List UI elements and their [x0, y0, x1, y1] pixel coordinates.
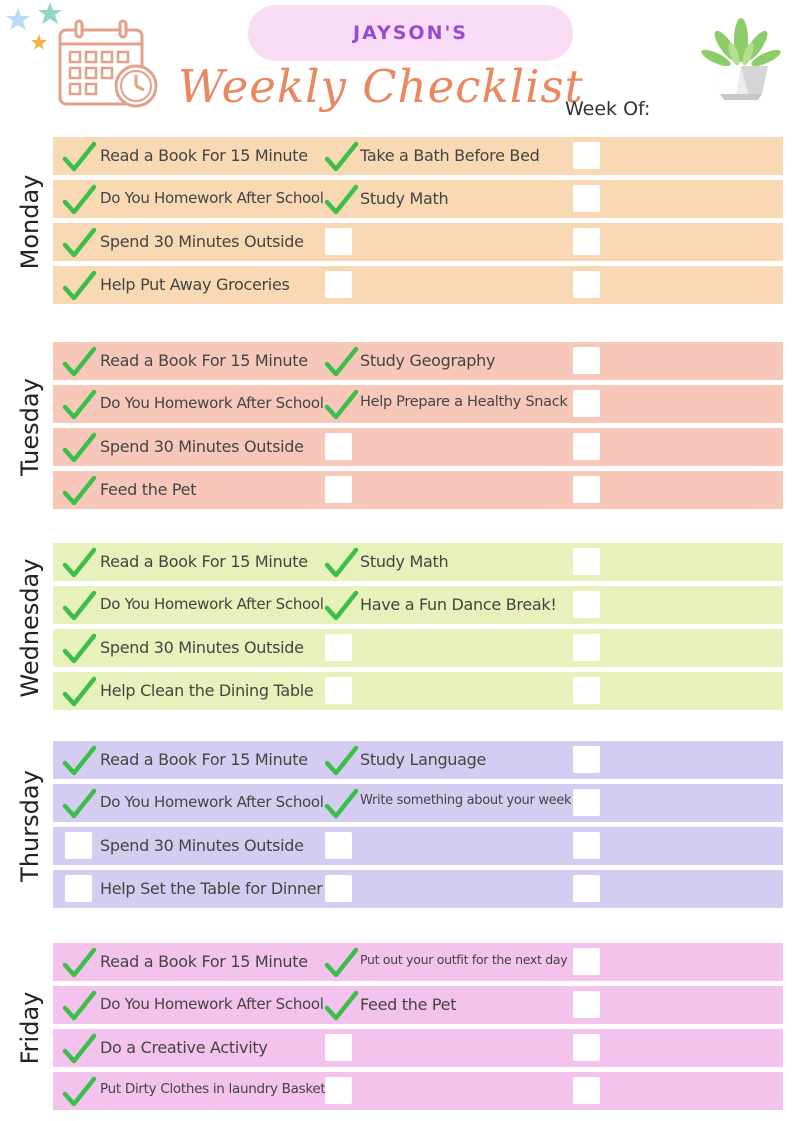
checklist-row	[53, 428, 783, 466]
checkbox-empty[interactable]	[573, 832, 600, 859]
day-label-tuesday: Tuesday	[16, 378, 44, 476]
checkbox-empty[interactable]	[325, 433, 352, 460]
checkbox-empty[interactable]	[573, 991, 600, 1018]
checkmark-icon[interactable]	[61, 946, 97, 980]
task-label: Do a Creative Activity	[100, 1038, 268, 1057]
day-label-wednesday: Wednesday	[16, 558, 44, 698]
checkmark-icon[interactable]	[61, 431, 97, 465]
checkbox-empty[interactable]	[325, 271, 352, 298]
task-label: Feed the Pet	[100, 480, 197, 499]
checkbox-empty[interactable]	[573, 948, 600, 975]
checkbox-empty[interactable]	[573, 634, 600, 661]
checkmark-icon[interactable]	[61, 1032, 97, 1066]
task-label: Do You Homework After School	[100, 793, 324, 811]
task-label: Read a Book For 15 Minute	[100, 351, 308, 370]
task-label: Have a Fun Dance Break!	[360, 595, 557, 614]
task-label: Spend 30 Minutes Outside	[100, 437, 304, 456]
checklist-row	[53, 266, 783, 304]
checkmark-icon[interactable]	[323, 183, 359, 217]
task-label: Do You Homework After School	[100, 995, 324, 1013]
checkmark-icon[interactable]	[323, 388, 359, 422]
checkmark-icon[interactable]	[61, 183, 97, 217]
task-label: Study Math	[360, 552, 449, 571]
checkmark-icon[interactable]	[61, 1075, 97, 1109]
checkbox-empty[interactable]	[573, 390, 600, 417]
task-label: Do You Homework After School	[100, 189, 324, 207]
task-label: Read a Book For 15 Minute	[100, 750, 308, 769]
checkmark-icon[interactable]	[323, 744, 359, 778]
checkmark-icon[interactable]	[323, 787, 359, 821]
checklist-row	[53, 1029, 783, 1067]
checkmark-icon[interactable]	[61, 787, 97, 821]
checkbox-empty[interactable]	[325, 476, 352, 503]
day-label-thursday: Thursday	[16, 770, 44, 882]
checklist-row	[53, 342, 783, 380]
checklist-row	[53, 1072, 783, 1110]
task-label: Do You Homework After School	[100, 595, 324, 613]
checkmark-icon[interactable]	[61, 675, 97, 709]
task-label: Study Language	[360, 750, 487, 769]
star-icon	[31, 34, 47, 50]
checkbox-empty[interactable]	[573, 347, 600, 374]
checkmark-icon[interactable]	[323, 546, 359, 580]
checkbox-empty[interactable]	[573, 142, 600, 169]
checkbox-empty[interactable]	[573, 433, 600, 460]
checkmark-icon[interactable]	[323, 345, 359, 379]
checkbox-empty[interactable]	[65, 832, 92, 859]
task-label: Study Geography	[360, 351, 496, 370]
task-label: Spend 30 Minutes Outside	[100, 836, 304, 855]
task-label: Put out your outfit for the next day	[360, 952, 568, 967]
checkbox-empty[interactable]	[573, 548, 600, 575]
day-label-friday: Friday	[16, 991, 44, 1065]
task-label: Read a Book For 15 Minute	[100, 952, 308, 971]
task-label: Feed the Pet	[360, 995, 457, 1014]
task-label: Spend 30 Minutes Outside	[100, 638, 304, 657]
checkbox-empty[interactable]	[573, 1077, 600, 1104]
task-label: Help Clean the Dining Table	[100, 681, 314, 700]
checkbox-empty[interactable]	[573, 476, 600, 503]
checkbox-empty[interactable]	[573, 746, 600, 773]
checklist-row	[53, 672, 783, 710]
checkmark-icon[interactable]	[61, 589, 97, 623]
checkmark-icon[interactable]	[61, 269, 97, 303]
checkmark-icon[interactable]	[323, 589, 359, 623]
checkmark-icon[interactable]	[61, 989, 97, 1023]
checkmark-icon[interactable]	[61, 744, 97, 778]
checklist-row	[53, 471, 783, 509]
checkbox-empty[interactable]	[325, 677, 352, 704]
checklist-row	[53, 943, 783, 981]
checkbox-empty[interactable]	[325, 1034, 352, 1061]
checkbox-empty[interactable]	[325, 228, 352, 255]
checkmark-icon[interactable]	[61, 632, 97, 666]
task-label: Read a Book For 15 Minute	[100, 146, 308, 165]
checkmark-icon[interactable]	[61, 345, 97, 379]
checkmark-icon[interactable]	[323, 989, 359, 1023]
checkbox-empty[interactable]	[325, 1077, 352, 1104]
checklist-row	[53, 543, 783, 581]
checkmark-icon[interactable]	[61, 226, 97, 260]
checkbox-empty[interactable]	[573, 1034, 600, 1061]
checkbox-empty[interactable]	[65, 875, 92, 902]
checkbox-empty[interactable]	[573, 228, 600, 255]
checkbox-empty[interactable]	[573, 875, 600, 902]
checklist-row	[53, 223, 783, 261]
task-label: Help Prepare a Healthy Snack	[360, 394, 568, 410]
star-icon	[6, 8, 30, 30]
checklist-row	[53, 385, 783, 423]
child-name: JAYSON'S	[353, 22, 468, 44]
day-label-monday: Monday	[16, 174, 44, 270]
checkbox-empty[interactable]	[573, 789, 600, 816]
checkbox-empty[interactable]	[573, 677, 600, 704]
checkmark-icon[interactable]	[61, 388, 97, 422]
task-label: Spend 30 Minutes Outside	[100, 232, 304, 251]
task-label: Write something about your week	[360, 793, 572, 808]
checkbox-empty[interactable]	[325, 634, 352, 661]
checklist-row	[53, 629, 783, 667]
checklist-row	[53, 784, 783, 822]
task-label: Put Dirty Clothes in laundry Basket	[100, 1081, 326, 1097]
checklist-row	[53, 586, 783, 624]
checkbox-empty[interactable]	[325, 875, 352, 902]
task-label: Help Set the Table for Dinner	[100, 879, 323, 898]
checkmark-icon[interactable]	[323, 140, 359, 174]
checklist-row	[53, 137, 783, 175]
task-label: Help Put Away Groceries	[100, 275, 290, 294]
checkmark-icon[interactable]	[61, 474, 97, 508]
checklist-row	[53, 180, 783, 218]
checklist-row	[53, 986, 783, 1024]
checkbox-empty[interactable]	[573, 591, 600, 618]
page-title: Weekly Checklist	[178, 60, 584, 113]
calendar-clock-icon	[56, 18, 160, 110]
task-label: Do You Homework After School	[100, 394, 324, 412]
checkmark-icon[interactable]	[61, 546, 97, 580]
checkbox-empty[interactable]	[573, 185, 600, 212]
task-label: Take a Bath Before Bed	[360, 146, 540, 165]
checkmark-icon[interactable]	[323, 946, 359, 980]
potted-plant-icon	[696, 10, 786, 102]
checklist-row	[53, 827, 783, 865]
checklist-row	[53, 870, 783, 908]
task-label: Study Math	[360, 189, 449, 208]
name-banner	[248, 5, 573, 61]
checkbox-empty[interactable]	[573, 271, 600, 298]
checkmark-icon[interactable]	[61, 140, 97, 174]
week-of-label: Week Of:	[565, 98, 651, 120]
task-label: Read a Book For 15 Minute	[100, 552, 308, 571]
checkbox-empty[interactable]	[325, 832, 352, 859]
checklist-row	[53, 741, 783, 779]
